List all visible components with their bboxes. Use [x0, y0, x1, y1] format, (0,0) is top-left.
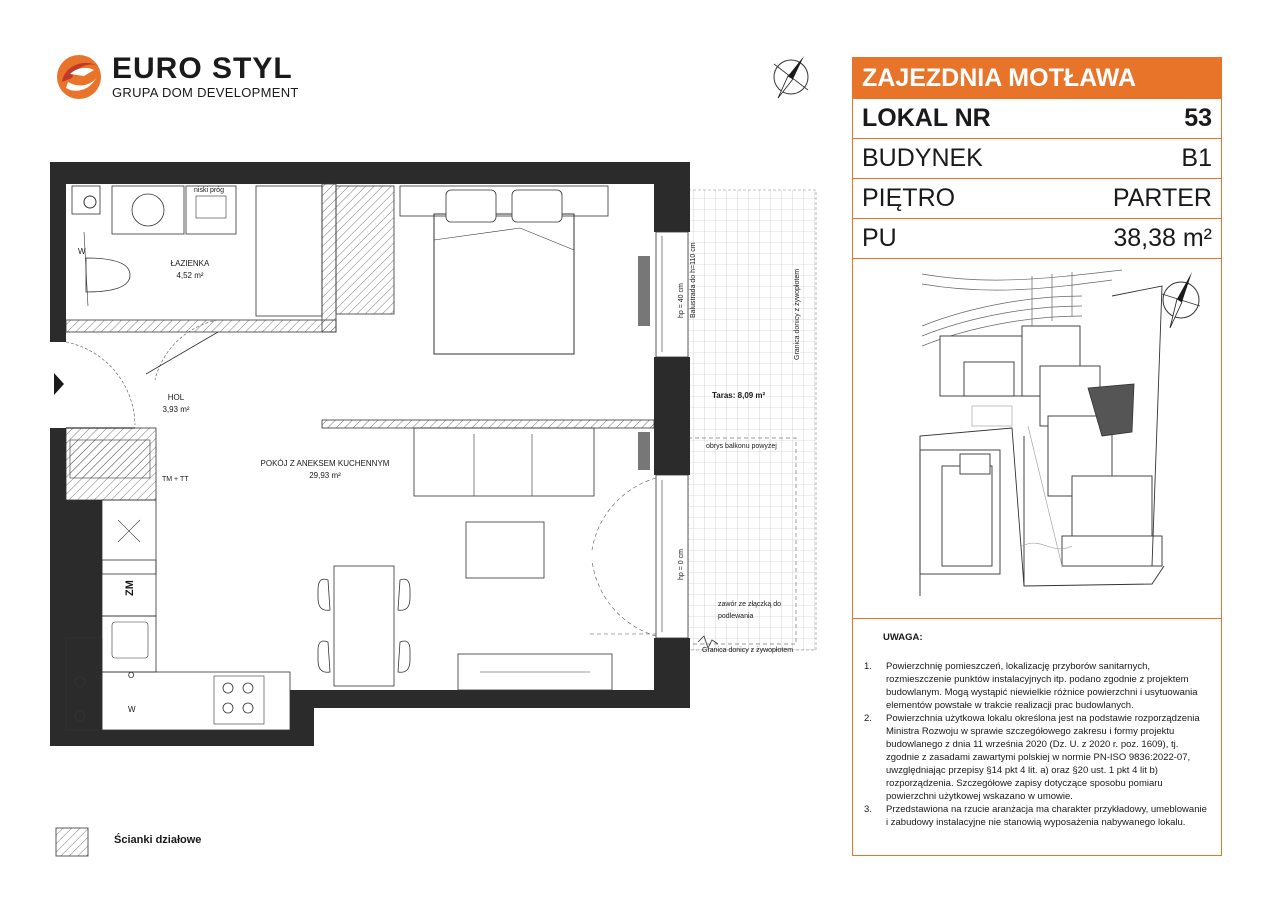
room-terrace: Taras: 8,09 m² — [712, 391, 766, 400]
row-pietro — [853, 178, 1221, 218]
room-hall-area: 3,93 m² — [162, 405, 190, 414]
room-bathroom — [160, 258, 220, 282]
note-2 — [860, 712, 1210, 804]
row-pu-label: PU — [862, 224, 897, 252]
row-lokal-value: 53 — [1184, 104, 1212, 132]
row-budynek-label: BUDYNEK — [862, 144, 983, 172]
notes-heading: UWAGA: — [883, 632, 923, 643]
note-2-number: 2. — [864, 713, 872, 724]
row-pietro-label: PIĘTRO — [862, 184, 956, 212]
room-living-area: 29,93 m² — [309, 471, 341, 480]
project-title: ZAJEZDNIA MOTŁAWA — [853, 58, 1222, 98]
legend-label: Ścianki działowe — [114, 834, 202, 846]
room-hall-name: HOL — [167, 393, 185, 402]
row-pietro-value: PARTER — [1112, 184, 1212, 212]
site-north-arrow-icon — [1156, 270, 1206, 330]
label-tm: TM + TT — [160, 474, 191, 486]
note-3-number: 3. — [864, 804, 872, 815]
room-bathroom-name: ŁAZIENKA — [170, 259, 210, 268]
note-2-text: Powierzchnia użytkowa lokalu określona jest na podstawie rozporządzenia Ministra Rozwoju w sprawie szczegółowego zakresu i formy projektu budowlanego z dnia 11 września 2020 (Dz. U. z 2020 r. poz. 1609), tj. zgodnie z zasadami zawartymi polskiej w normie PN-ISO 9836:2022-07, uwzględniając przepisy §14 pkt 4 lit. a) oraz §20 ust. 1 pkt 4 lit b) rozporządzenia. Szczegółowe zapisy dotyczące sposobu pomiaru powierzchni użytkowej wskazano w umowie. — [886, 713, 1200, 802]
label-balustrade: Balustrada do h=110 cm — [690, 242, 697, 318]
label-hp0: hp = 0 cm — [678, 549, 685, 580]
note-1-number: 1. — [864, 661, 872, 672]
row-lokal-label: LOKAL NR — [862, 104, 991, 132]
label-zm: ZM — [123, 580, 136, 596]
row-pu-value: 38,38 m² — [1113, 224, 1212, 252]
label-w2: W — [128, 705, 136, 714]
label-granica-bottom: Granica donicy z żywopłotem — [702, 647, 794, 654]
note-1 — [860, 660, 1210, 712]
row-budynek — [853, 138, 1221, 178]
label-niski-prog: niski próg — [194, 187, 224, 194]
panel-divider — [853, 258, 1221, 259]
row-lokal — [853, 98, 1221, 138]
note-3 — [860, 803, 1210, 843]
row-pu — [853, 218, 1221, 258]
brand-subtitle: GRUPA DOM DEVELOPMENT — [112, 85, 299, 100]
legend-swatch — [56, 828, 88, 856]
notes-divider — [853, 618, 1221, 619]
note-3-text: Przedstawiona na rzucie aranżacja ma charakter przykładowy, umeblowanie i zabudowy instalacyjne nie stanowią wyposażenia nabywanego lokalu. — [886, 804, 1207, 828]
brand-name: EURO STYL — [112, 52, 293, 85]
label-o: O — [128, 671, 135, 680]
room-living-name: POKÓJ Z ANEKSEM KUCHENNYM — [260, 459, 390, 468]
label-hp40: hp = 40 cm — [678, 283, 685, 318]
label-zawor: zawór ze złączką do podlewania — [718, 601, 782, 620]
room-bathroom-area: 4,52 m² — [176, 271, 204, 280]
label-obrys: obrys balkonu powyżej — [706, 443, 777, 450]
note-1-text: Powierzchnię pomieszczeń, lokalizację przyborów sanitarnych, rozmieszczenie punktów instalacyjnych itp. podano zgodnie z projektem budowlanym. Mogą wystąpić niewielkie różnice powierzchni i usytuowania elementów powstałe w trakcie realizacji prac budowlanych. — [886, 661, 1198, 711]
room-living — [250, 458, 400, 482]
label-w1: W — [78, 247, 86, 256]
row-budynek-value: B1 — [1181, 144, 1212, 172]
room-hall — [146, 392, 206, 416]
label-granica-right: Granica donicy z żywopłotem — [794, 268, 801, 360]
